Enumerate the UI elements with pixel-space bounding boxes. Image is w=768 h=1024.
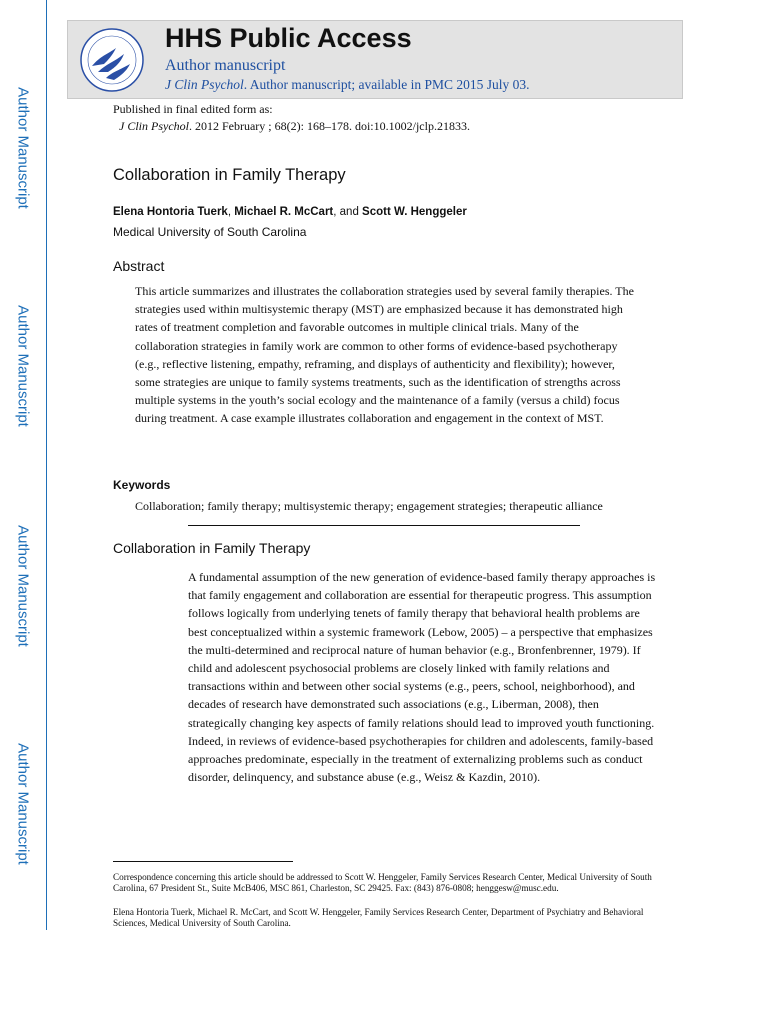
author-manuscript-rail: Author Manuscript Author Manuscript Author Manuscript Author Manuscript (0, 0, 47, 930)
section-body: A fundamental assumption of the new generation of evidence-based family therapy approaches is that family engagement and collaboration are essential for therapeutic progress. This assumption follows logically from underlying tenets of family therapy that behavioral health problems are best conceptualized within a systemic framework (Lebow, 2005) – a perspective that emphasizes the multi-determined and reciprocal nature of human behavior (e.g., Bronfenbrenner, 1979). If child and adolescent psychosocial problems are closely linked with family relations and transactions within and between other social systems (e.g., peers, school, neighborhood), and decades of research have demonstrated such associations (e.g., Liberman, 2008), then strategically changing key aspects of family relations should lead to improved youth functioning. Indeed, in reviews of evidence-based psychotherapies for children and adolescents, family-based approaches predominate, especially in the treatment of externalizing problems such as conduct disorder, delinquency, and substance abuse (e.g., Weisz & Kazdin, 2010). (188, 570, 656, 785)
keywords-heading: Keywords (113, 478, 171, 492)
abstract-text: This article summarizes and illustrates the collaboration strategies used by several family therapies. The strategies used within multisystemic therapy (MST) are emphasized because it has demonstrated high rates of treatment completion and favorable outcomes in multiple clinical trials. Many of the collaboration strategies in family work are common to other forms of evidence-based psychotherapy (e.g., reflective listening, empathy, reframing, and displays of authenticity and flexibility); however, some strategies are unique to family systems treatments, such as the identification of strengths across multiple systems in the youth’s social ecology and the maintenance of a family (versus a child) focus during treatment. A case example illustrates collaboration and engagement in the context of MST. (135, 284, 634, 426)
footnote-correspondence: Correspondence concerning this article should be addressed to Scott W. Henggeler, Family Services Research Center, Medical University of South Carolina, 67 President St., Suite McB406, MSC 861, Charleston, SC 29425. Fax: (843) 876-0808; henggesw@musc.edu. (113, 872, 652, 894)
footnote-affiliations: Elena Hontoria Tuerk, Michael R. McCart, and Scott W. Henggeler, Family Services Research Center, Department of Psychiatry and Behavioral Sciences, Medical University of South Carolina. (113, 907, 644, 929)
footnote-divider (113, 861, 293, 862)
hhs-eagle-seal-icon (78, 26, 146, 94)
section-heading: Collaboration in Family Therapy (113, 540, 311, 556)
article-title: Collaboration in Family Therapy (113, 166, 346, 184)
affiliation: Medical University of South Carolina (113, 225, 307, 239)
hhs-header (67, 20, 683, 99)
abstract-heading: Abstract (113, 258, 165, 274)
manuscript-label: Author manuscript (165, 57, 286, 74)
publication-info: Published in final edited form as: J Clin Psychol. 2012 February ; 68(2): 168–178. doi:10.1002/jclp.21833. (113, 102, 470, 133)
keywords-text: Collaboration; family therapy; multisystemic therapy; engagement strategies; therapeutic alliance (135, 499, 603, 513)
hhs-title: HHS Public Access (165, 23, 412, 53)
author-list: Elena Hontoria Tuerk, Michael R. McCart, and Scott W. Henggeler (113, 206, 467, 218)
availability-line: J Clin Psychol. Author manuscript; available in PMC 2015 July 03. (165, 77, 530, 92)
citation: J Clin Psychol. 2012 February ; 68(2): 168–178. doi:10.1002/jclp.21833. (119, 119, 470, 133)
section-divider (188, 525, 580, 526)
